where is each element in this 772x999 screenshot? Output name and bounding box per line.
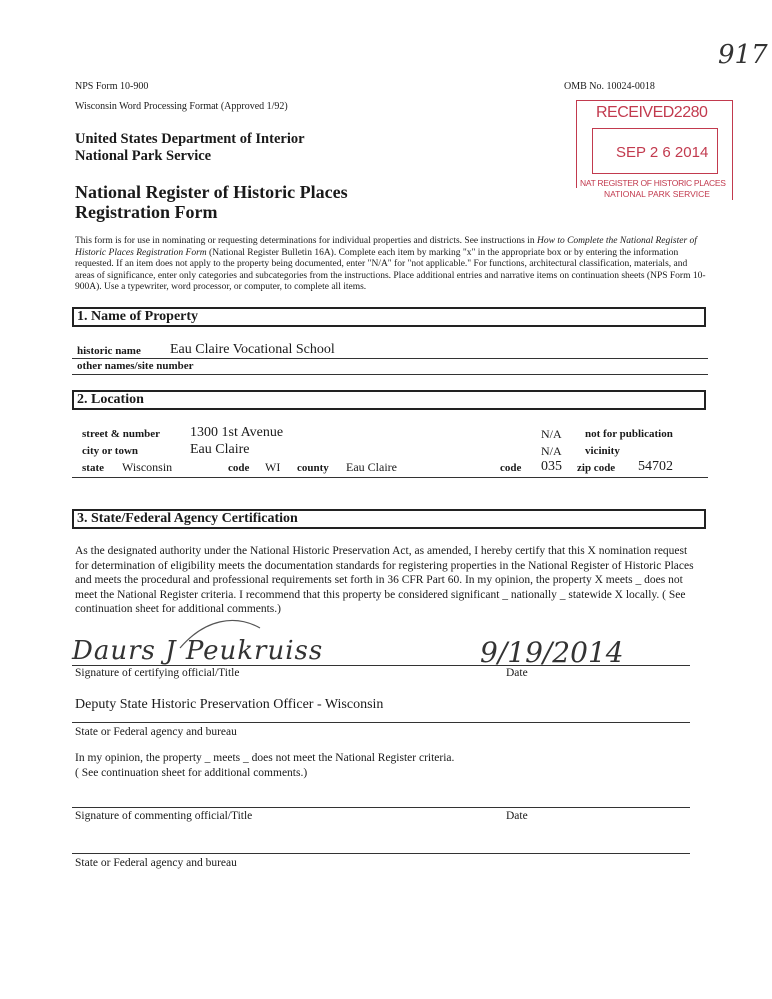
received-stamp: [574, 88, 738, 206]
divider: [72, 477, 708, 478]
stamp-nps-text: NATIONAL PARK SERVICE: [604, 189, 710, 199]
format-note: Wisconsin Word Processing Format (Approved 1/92): [75, 101, 288, 112]
divider: [72, 358, 708, 359]
county-code-value: 035: [541, 459, 562, 474]
form-number: NPS Form 10-900: [75, 81, 149, 92]
signature-flourish: [175, 614, 265, 650]
agency-label: State or Federal agency and bureau: [75, 726, 237, 738]
instructions-text: This form is for use in nominating or requesting determinations for individual properties and districts. See instructions in How to Complete the National Register of Historic Places Registration Form (National Register Bulletin 16A). Complete each item by marking "x" in the appropriate box or by entering the information requested. If an item does not apply to the property being documented, enter "N/A" for "not applicable." For functions, architectural classification, materials, and areas of significance, enter only categories and subcategories from the instructions. Place additional entries and narrative items on continuation sheets (NPS Form 10-900A). Use a typewriter, word processor, or computer, to complete all items.: [75, 236, 706, 292]
official-title: Deputy State Historic Preservation Officer - Wisconsin: [75, 697, 384, 712]
historic-name-label: historic name: [77, 345, 141, 357]
zip-value: 54702: [638, 459, 673, 474]
stamp-received-text: RECEIVED2280: [596, 104, 708, 121]
date-label: Date: [506, 667, 528, 679]
zip-label: zip code: [577, 462, 616, 474]
divider: [72, 853, 690, 854]
stamp-register-text: NAT REGISTER OF HISTORIC PLACES: [580, 178, 726, 188]
signature-date: 9/19/2014: [480, 636, 624, 669]
vicinity-label: vicinity: [585, 445, 620, 457]
section-3-header: [72, 509, 706, 529]
agency-line-1: United States Department of Interior: [75, 131, 305, 147]
vicinity-value: N/A: [541, 444, 562, 458]
street-value: 1300 1st Avenue: [190, 425, 284, 440]
agency-line-2: National Park Service: [75, 148, 212, 164]
certifying-signature: Daurs J Peukruiss: [72, 636, 324, 666]
state-value: Wisconsin: [122, 460, 173, 474]
opinion-line-2: ( See continuation sheet for additional comments.): [75, 767, 308, 779]
commenting-date-label: Date: [506, 810, 528, 822]
divider: [72, 722, 690, 723]
commenting-signature-label: Signature of commenting official/Title: [75, 810, 253, 822]
form-title-line-1: National Register of Historic Places: [75, 182, 348, 202]
county-value: Eau Claire: [346, 460, 397, 474]
city-value: Eau Claire: [190, 442, 250, 457]
section-3-title: 3. State/Federal Agency Certification: [77, 511, 298, 526]
stamp-date: SEP 2 6 2014: [616, 144, 709, 161]
agency-label-2: State or Federal agency and bureau: [75, 857, 237, 869]
opinion-line-1: In my opinion, the property _ meets _ does not meet the National Register criteria.: [75, 752, 455, 764]
section-2-title: 2. Location: [77, 392, 144, 407]
form-title-line-2: Registration Form: [75, 202, 218, 222]
not-for-publication-value: N/A: [541, 427, 562, 441]
county-label: county: [297, 462, 329, 474]
handwritten-page-number: 917: [718, 40, 768, 70]
section-1-title: 1. Name of Property: [77, 309, 199, 324]
street-label: street & number: [82, 428, 160, 440]
divider: [72, 374, 708, 375]
state-code-label: code: [228, 462, 250, 474]
certification-text: As the designated authority under the National Historic Preservation Act, as amended, I hereby certify that this X nomination request for determination of eligibility meets the documentation standards for registering properties in the National Register of Historic Places and meets the procedural and professional requirements set forth in 36 CFR Part 60. In my opinion, the property X meets _ does not meet the National Register criteria. I recommend that this property be considered significant _ nationally _ statewide X locally. ( See continuation sheet for additional comments.): [75, 545, 694, 615]
state-label: state: [82, 462, 104, 474]
county-code-label: code: [500, 462, 522, 474]
section-1-header: [72, 307, 706, 327]
omb-number: OMB No. 10024-0018: [564, 81, 655, 92]
commenting-signature-line: [72, 807, 690, 808]
signature-label: Signature of certifying official/Title: [75, 667, 240, 679]
city-label: city or town: [82, 445, 139, 457]
section-2-header: [72, 390, 706, 410]
other-names-label: other names/site number: [77, 360, 194, 372]
state-code-value: WI: [265, 460, 281, 474]
not-for-publication-label: not for publication: [585, 428, 673, 440]
historic-name-value: Eau Claire Vocational School: [170, 342, 335, 357]
